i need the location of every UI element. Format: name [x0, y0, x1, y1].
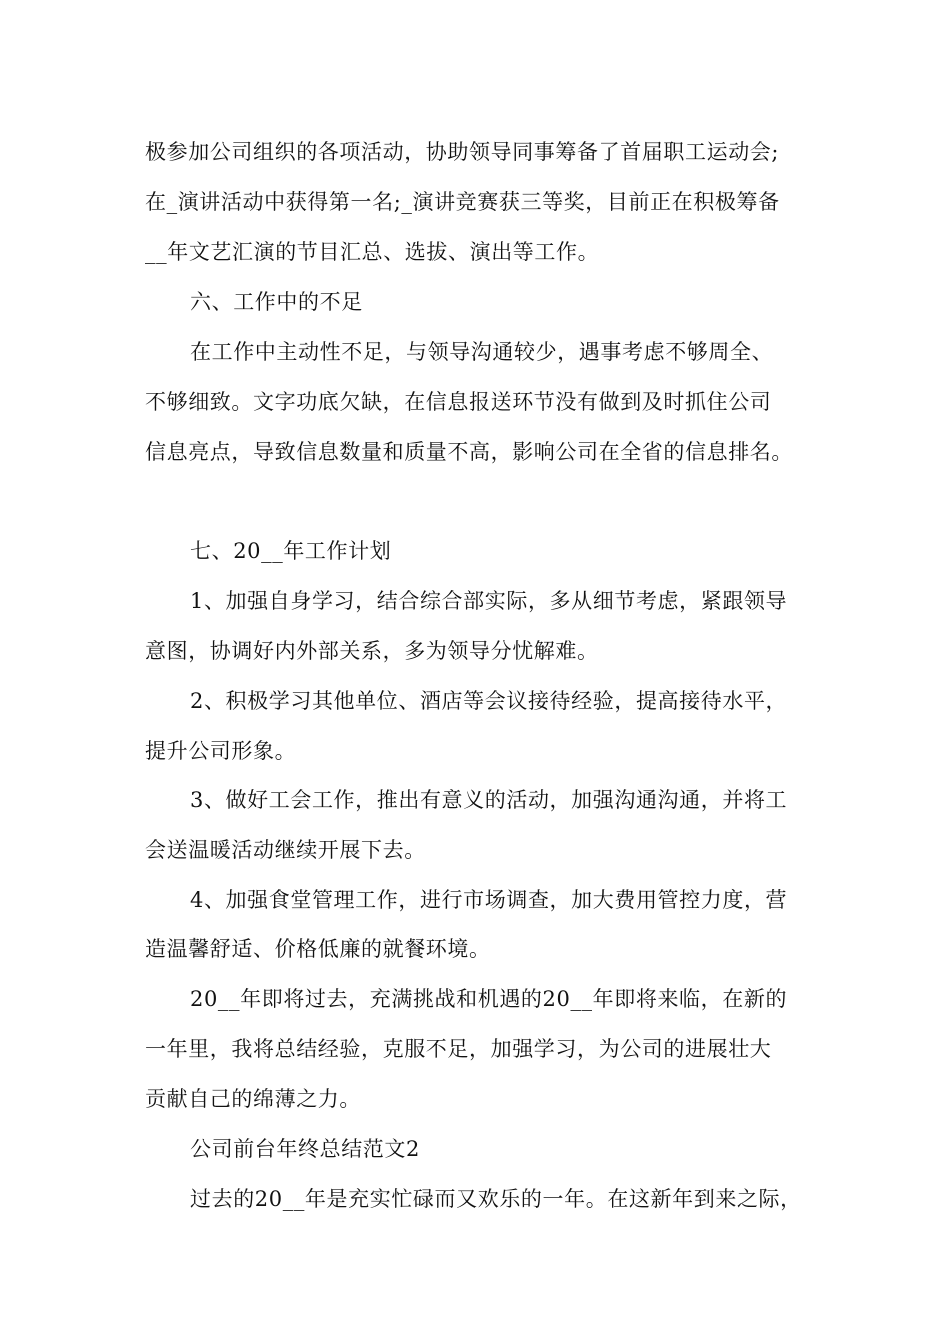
text-line: 贡献自己的绵薄之力。 [145, 1087, 361, 1111]
text-line: 2、积极学习其他单位、酒店等会议接待经验，提高接待水平， [190, 689, 788, 713]
text-line: 不够细致。文字功底欠缺，在信息报送环节没有做到及时抓住公司 [145, 390, 772, 414]
text-line: 会送温暖活动继续开展下去。 [145, 838, 426, 862]
section-heading: 六、工作中的不足 [190, 290, 363, 314]
section-heading: 七、20__年工作计划 [190, 539, 392, 563]
text-line: 过去的20__年是充实忙碌而又欢乐的一年。在这新年到来之际， [190, 1187, 802, 1211]
text-line: 一年里，我将总结经验，克服不足，加强学习，为公司的进展壮大 [145, 1037, 772, 1061]
text-line: 极参加公司组织的各项活动，协助领导同事筹备了首届职工运动会; [145, 140, 780, 164]
section-heading: 公司前台年终总结范文2 [190, 1137, 420, 1161]
text-line: 提升公司形象。 [145, 739, 297, 763]
text-line: 3、做好工会工作，推出有意义的活动，加强沟通沟通，并将工 [190, 788, 788, 812]
text-line: 造温馨舒适、价格低廉的就餐环境。 [145, 937, 491, 961]
text-line: __年文艺汇演的节目汇总、选拔、演出等工作。 [145, 240, 600, 264]
text-line: 在工作中主动性不足，与领导沟通较少，遇事考虑不够周全、 [190, 340, 774, 364]
text-line: 在_演讲活动中获得第一名;_演讲竞赛获三等奖，目前正在积极筹备 [145, 190, 780, 214]
text-line: 4、加强食堂管理工作，进行市场调查，加大费用管控力度，营 [190, 888, 788, 912]
text-line: 意图，协调好内外部关系，多为领导分忧解难。 [145, 639, 599, 663]
text-line: 信息亮点，导致信息数量和质量不高，影响公司在全省的信息排名。 [145, 440, 793, 464]
text-line: 1、加强自身学习，结合综合部实际，多从细节考虑，紧跟领导 [190, 589, 788, 613]
text-line: 20__年即将过去，充满挑战和机遇的20__年即将来临，在新的 [190, 987, 788, 1011]
